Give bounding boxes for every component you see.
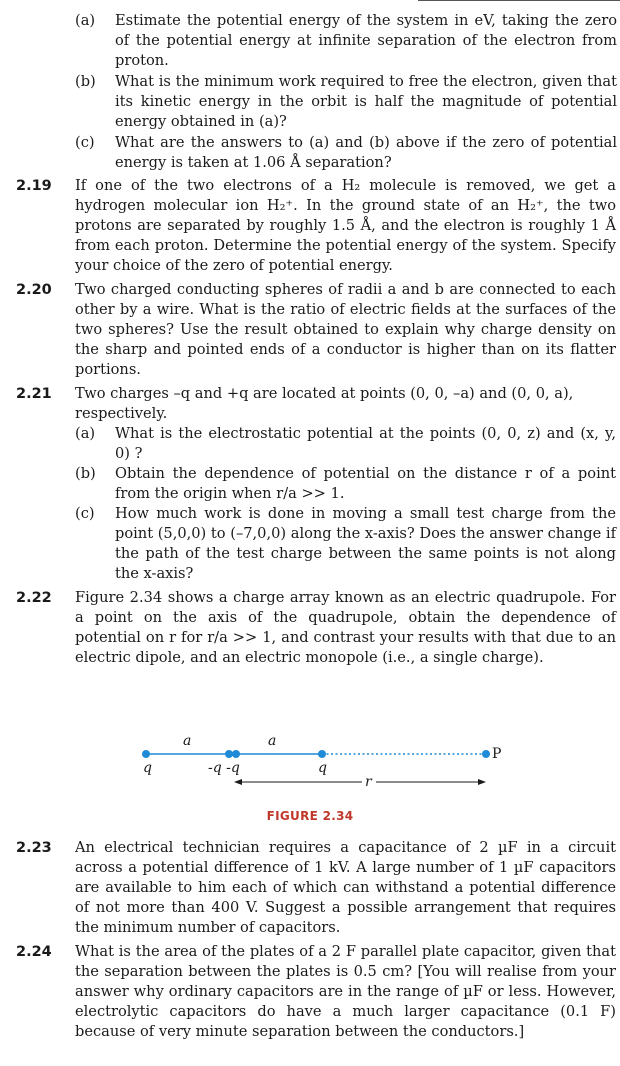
subpart-text: Estimate the potential energy of the system in eV, taking the zero of the potential energy at infinite separation of the electron from proton. [115,12,617,69]
question-text: What is the area of the plates of a 2 F parallel plate capacitor, given that the separation between the plates is 0.5 cm? [You will realise from your answer why ordinary capacitors are in the range of µF or less. However, electrolytic capacitors do have a much larger capacitance (0.1 F) because of very minute separation between the conductors.] [75,943,616,1040]
figure-caption: FIGURE 2.34 [266,809,354,823]
point-p-dot [482,750,490,758]
label-point-p: P [492,746,502,762]
question-text: Figure 2.34 shows a charge array known as an electric quadrupole. For a point on the axis of the quadrupole, obtain the dependence of potential on r for r/a >> 1, and contrast your results with that due to an electric dipole, and an electric monopole (i.e., a single charge). [75,589,616,666]
subpart-a [75,11,617,71]
question-number: 2.22 [16,590,52,606]
question-text: If one of the two electrons of a H₂ molecule is removed, we get a hydrogen molecular ion H₂⁺. In the ground state of an H₂⁺, the two protons are separated by roughly 1.5 Å, and the electron is roughly 1 Å from each proton. Determine the potential energy of the system. Specify your choice of the zero of potential energy. [75,177,616,274]
label-a-right: a [268,733,277,749]
charge-right-dot [318,750,326,758]
question-text: Two charges –q and +q are located at points (0, 0, –a) and (0, 0, a), respectively. [75,385,574,422]
label-distance-r: r [365,774,372,790]
label-charge-middle: -q -q [208,760,240,776]
part-label: (b) [75,465,96,482]
question-number: 2.21 [16,386,52,402]
question-number: 2.20 [16,282,52,298]
label-charge-right: q [318,760,327,776]
subpart-label: (c) [75,134,95,151]
question-text: Two charged conducting spheres of radii a and b are connected to each other by a wire. What is the ratio of electric fields at the surfaces of the two spheres? Use the result obtained to explain why charge density on the sharp and pointed ends of a conductor is higher than on its flatter portions. [75,281,616,378]
figure-quadrupole [130,728,510,808]
part-text: Obtain the dependence of potential on the distance r of a point from the origin when r/a >> 1. [115,465,616,502]
label-charge-left: q [143,760,152,776]
subpart-b [75,72,617,132]
part-text: How much work is done in moving a small test charge from the point (5,0,0) to (–7,0,0) along the x-axis? Does the answer change if the path of the test charge between the same points is not along the x-axis? [115,505,616,582]
header-rule [418,0,620,1]
question-2-19 [16,176,616,276]
question-2-22 [16,588,616,668]
subpart-text: What are the answers to (a) and (b) above if the zero of potential energy is taken at 1.06 Å separation? [115,134,617,171]
part-label: (c) [75,505,95,522]
question-number: 2.23 [16,840,52,856]
question-2-24 [16,942,616,1042]
part-a [75,424,616,464]
charge-left-dot [142,750,150,758]
subpart-text: What is the minimum work required to free the electron, given that its kinetic energy in the orbit is half the magnitude of potential energy obtained in (a)? [115,73,617,130]
label-a-left: a [183,733,192,749]
charge-mid-dot-2 [232,750,240,758]
arrow-head-right [478,779,486,785]
subpart-c [75,133,617,173]
question-2-20 [16,280,616,380]
charge-mid-dot-1 [225,750,233,758]
part-b [75,464,616,504]
question-text: An electrical technician requires a capacitance of 2 µF in a circuit across a potential difference of 1 kV. A large number of 1 µF capacitors are available to him each of which can withstand a potential difference of not more than 400 V. Suggest a possible arrangement that requires the minimum number of capacitors. [75,839,616,936]
part-label: (a) [75,425,96,442]
part-c [75,504,616,584]
question-number: 2.24 [16,944,52,960]
question-2-23 [16,838,616,938]
part-text: What is the electrostatic potential at the points (0, 0, z) and (x, y, 0) ? [115,425,616,462]
subpart-label: (b) [75,73,96,90]
question-number: 2.19 [16,178,52,194]
subpart-label: (a) [75,12,96,29]
arrow-head-left [234,779,242,785]
question-2-21 [16,384,616,584]
